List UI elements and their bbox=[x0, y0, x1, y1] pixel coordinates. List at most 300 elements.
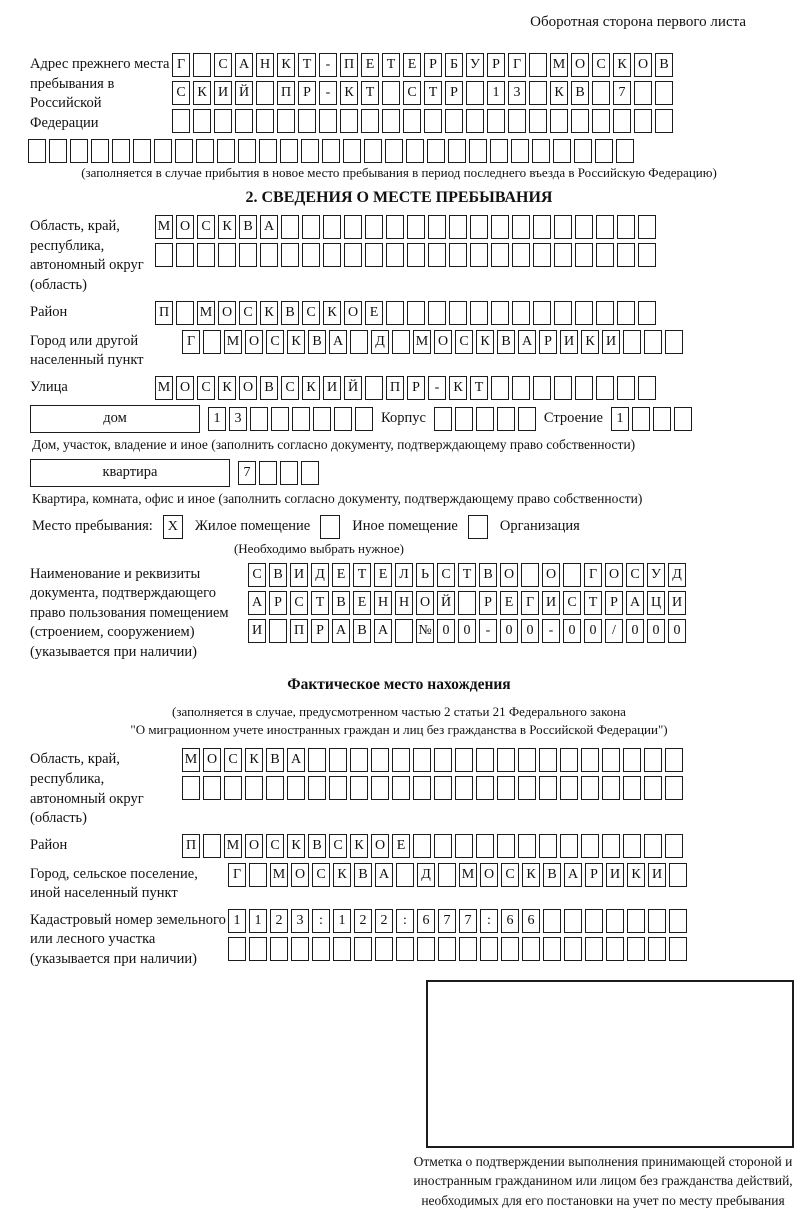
form-cell bbox=[508, 109, 526, 133]
form-cell: С bbox=[455, 330, 473, 354]
form-cell bbox=[350, 748, 368, 772]
form-cell: 0 bbox=[668, 619, 686, 643]
form-cell: Р bbox=[311, 619, 329, 643]
document-row-1 bbox=[248, 563, 686, 587]
form-cell: О bbox=[571, 53, 589, 77]
form-cell bbox=[575, 243, 593, 267]
form-cell: 1 bbox=[228, 909, 246, 933]
form-cell bbox=[281, 243, 299, 267]
actual-district-row bbox=[182, 834, 683, 858]
cadastral-label: Кадастровый номер земельного или лесного участка (указывается при наличии) bbox=[30, 909, 228, 970]
form-cell: О bbox=[218, 301, 236, 325]
form-cell bbox=[344, 215, 362, 239]
prev-address-label: Адрес прежнего места пребывания в Российской Федерации bbox=[30, 53, 172, 133]
form-cell bbox=[623, 776, 641, 800]
form-cell: Ц bbox=[647, 591, 665, 615]
prev-address-note: (заполняется в случае прибытия в новое место пребывания в период последнего въезда в Российскую Федерацию) bbox=[30, 165, 768, 181]
apartment-row bbox=[30, 459, 768, 487]
form-cell bbox=[260, 243, 278, 267]
residential-label: Жилое помещение bbox=[195, 518, 310, 535]
form-cell bbox=[571, 109, 589, 133]
form-cell bbox=[235, 109, 253, 133]
form-cell bbox=[585, 937, 603, 961]
form-cell bbox=[298, 109, 316, 133]
form-cell: А bbox=[248, 591, 266, 615]
house-row bbox=[30, 405, 768, 433]
region-field bbox=[30, 215, 768, 295]
form-cell: Й bbox=[235, 81, 253, 105]
form-cell bbox=[575, 376, 593, 400]
form-cell bbox=[172, 109, 190, 133]
form-cell: 0 bbox=[584, 619, 602, 643]
form-cell: Р bbox=[539, 330, 557, 354]
form-cell bbox=[395, 619, 413, 643]
form-cell: Р bbox=[605, 591, 623, 615]
form-cell bbox=[665, 748, 683, 772]
form-cell bbox=[308, 776, 326, 800]
form-cell: 2 bbox=[270, 909, 288, 933]
form-cell: : bbox=[312, 909, 330, 933]
form-cell: О bbox=[239, 376, 257, 400]
form-cell: Д bbox=[371, 330, 389, 354]
form-cell bbox=[407, 215, 425, 239]
form-cell: Р bbox=[424, 53, 442, 77]
form-cell bbox=[217, 139, 235, 163]
form-cell bbox=[521, 563, 539, 587]
form-cell: 3 bbox=[229, 407, 247, 431]
form-cell: П bbox=[155, 301, 173, 325]
form-cell: Й bbox=[437, 591, 455, 615]
form-cell: В bbox=[543, 863, 561, 887]
form-cell: Т bbox=[298, 53, 316, 77]
form-cell bbox=[487, 109, 505, 133]
form-cell bbox=[445, 109, 463, 133]
form-cell: 7 bbox=[613, 81, 631, 105]
form-cell bbox=[269, 619, 287, 643]
form-cell bbox=[175, 139, 193, 163]
form-cell bbox=[476, 748, 494, 772]
actual-city-label: Город, сельское поселение, иной населенный пункт bbox=[30, 863, 228, 904]
form-cell bbox=[596, 301, 614, 325]
form-cell: С bbox=[501, 863, 519, 887]
form-cell: К bbox=[476, 330, 494, 354]
form-cell: : bbox=[480, 909, 498, 933]
form-cell: К bbox=[287, 834, 305, 858]
form-cell bbox=[638, 301, 656, 325]
form-cell: К bbox=[350, 834, 368, 858]
form-cell bbox=[350, 330, 368, 354]
form-cell bbox=[606, 909, 624, 933]
form-cell bbox=[182, 776, 200, 800]
form-cell: С bbox=[592, 53, 610, 77]
form-cell: 1 bbox=[208, 407, 226, 431]
form-cell bbox=[623, 748, 641, 772]
form-cell bbox=[543, 909, 561, 933]
actual-city-row bbox=[228, 863, 687, 887]
form-cell bbox=[602, 748, 620, 772]
form-cell: 1 bbox=[333, 909, 351, 933]
form-cell: 6 bbox=[501, 909, 519, 933]
form-cell: А bbox=[564, 863, 582, 887]
form-cell bbox=[564, 909, 582, 933]
apartment-note: Квартира, комната, офис и иное (заполнить согласно документу, подтверждающему право собственности) bbox=[32, 491, 768, 507]
form-cell bbox=[155, 243, 173, 267]
form-cell bbox=[28, 139, 46, 163]
form-cell bbox=[539, 776, 557, 800]
form-cell: С bbox=[312, 863, 330, 887]
form-cell bbox=[218, 243, 236, 267]
form-cell bbox=[449, 301, 467, 325]
form-cell bbox=[533, 215, 551, 239]
form-cell bbox=[560, 748, 578, 772]
form-cell: К bbox=[193, 81, 211, 105]
form-cell: 3 bbox=[508, 81, 526, 105]
section2-title: 2. СВЕДЕНИЯ О МЕСТЕ ПРЕБЫВАНИЯ bbox=[30, 189, 768, 207]
form-cell bbox=[386, 215, 404, 239]
form-cell bbox=[575, 301, 593, 325]
form-cell bbox=[602, 834, 620, 858]
form-cell bbox=[154, 139, 172, 163]
region-label: Область, край, республика, автономный округ (область) bbox=[30, 215, 155, 295]
form-cell bbox=[449, 243, 467, 267]
form-cell: 6 bbox=[417, 909, 435, 933]
form-cell bbox=[592, 81, 610, 105]
actual-region-label: Область, край, республика, автономный округ (область) bbox=[30, 748, 182, 828]
form-cell bbox=[322, 139, 340, 163]
form-cell bbox=[203, 776, 221, 800]
form-cell bbox=[455, 748, 473, 772]
form-cell bbox=[627, 909, 645, 933]
form-cell: Р bbox=[407, 376, 425, 400]
form-cell: И bbox=[602, 330, 620, 354]
form-cell: Д bbox=[311, 563, 329, 587]
district-field bbox=[30, 301, 768, 325]
form-cell: 6 bbox=[522, 909, 540, 933]
form-cell bbox=[491, 243, 509, 267]
stroenie-cells bbox=[611, 407, 692, 431]
district-row bbox=[155, 301, 656, 325]
form-cell bbox=[427, 139, 445, 163]
form-cell bbox=[271, 407, 289, 431]
form-cell bbox=[581, 834, 599, 858]
form-cell: С bbox=[281, 376, 299, 400]
form-cell: М bbox=[155, 215, 173, 239]
form-cell bbox=[49, 139, 67, 163]
form-cell: К bbox=[245, 748, 263, 772]
form-cell: В bbox=[497, 330, 515, 354]
form-cell: С bbox=[437, 563, 455, 587]
form-cell bbox=[518, 748, 536, 772]
form-cell: 0 bbox=[521, 619, 539, 643]
apartment-cells bbox=[238, 461, 319, 485]
prev-address-field bbox=[30, 53, 768, 133]
form-cell: И bbox=[560, 330, 578, 354]
form-cell: И bbox=[290, 563, 308, 587]
form-cell bbox=[532, 139, 550, 163]
form-cell: В bbox=[269, 563, 287, 587]
form-cell: О bbox=[344, 301, 362, 325]
form-cell: Е bbox=[403, 53, 421, 77]
actual-region-row-2 bbox=[182, 776, 683, 800]
form-cell bbox=[292, 407, 310, 431]
form-cell: Н bbox=[395, 591, 413, 615]
form-cell: М bbox=[270, 863, 288, 887]
form-cell: У bbox=[647, 563, 665, 587]
form-cell bbox=[250, 407, 268, 431]
form-cell bbox=[476, 834, 494, 858]
form-cell bbox=[617, 243, 635, 267]
form-cell bbox=[470, 215, 488, 239]
form-cell bbox=[655, 109, 673, 133]
form-cell: Р bbox=[445, 81, 463, 105]
form-cell bbox=[458, 591, 476, 615]
form-cell bbox=[176, 301, 194, 325]
form-cell bbox=[596, 376, 614, 400]
form-cell: С bbox=[266, 330, 284, 354]
street-field bbox=[30, 376, 768, 400]
form-cell bbox=[613, 109, 631, 133]
form-cell bbox=[249, 937, 267, 961]
form-cell: С bbox=[626, 563, 644, 587]
form-cell bbox=[623, 330, 641, 354]
form-cell: М bbox=[182, 748, 200, 772]
form-cell: С bbox=[329, 834, 347, 858]
form-cell bbox=[266, 776, 284, 800]
form-cell bbox=[638, 243, 656, 267]
form-cell: Т bbox=[458, 563, 476, 587]
form-cell: 1 bbox=[487, 81, 505, 105]
form-cell bbox=[193, 109, 211, 133]
form-cell bbox=[491, 376, 509, 400]
form-cell: № bbox=[416, 619, 434, 643]
form-cell bbox=[392, 748, 410, 772]
form-cell: М bbox=[459, 863, 477, 887]
form-cell bbox=[407, 243, 425, 267]
form-cell bbox=[203, 330, 221, 354]
form-cell bbox=[539, 748, 557, 772]
form-cell: О bbox=[634, 53, 652, 77]
form-cell bbox=[669, 863, 687, 887]
form-cell: С bbox=[248, 563, 266, 587]
form-cell: П bbox=[386, 376, 404, 400]
form-cell bbox=[340, 109, 358, 133]
form-cell bbox=[256, 81, 274, 105]
form-cell bbox=[648, 937, 666, 961]
form-cell bbox=[133, 139, 151, 163]
form-cell: 7 bbox=[238, 461, 256, 485]
form-cell: Ь bbox=[416, 563, 434, 587]
form-cell bbox=[355, 407, 373, 431]
form-cell: К bbox=[340, 81, 358, 105]
form-cell bbox=[238, 139, 256, 163]
form-cell: 1 bbox=[611, 407, 629, 431]
form-cell bbox=[196, 139, 214, 163]
stamp-area bbox=[382, 980, 800, 1210]
form-cell bbox=[413, 834, 431, 858]
form-cell: С bbox=[224, 748, 242, 772]
form-cell bbox=[627, 937, 645, 961]
form-cell bbox=[632, 407, 650, 431]
form-cell bbox=[371, 776, 389, 800]
form-cell bbox=[259, 139, 277, 163]
form-cell: И bbox=[606, 863, 624, 887]
form-cell: Е bbox=[353, 591, 371, 615]
form-cell bbox=[581, 748, 599, 772]
form-cell bbox=[361, 109, 379, 133]
form-cell bbox=[406, 139, 424, 163]
form-cell bbox=[438, 863, 456, 887]
form-cell bbox=[554, 376, 572, 400]
form-cell bbox=[617, 215, 635, 239]
form-cell bbox=[606, 937, 624, 961]
form-cell: Е bbox=[361, 53, 379, 77]
form-cell bbox=[512, 215, 530, 239]
street-row bbox=[155, 376, 656, 400]
form-cell bbox=[344, 243, 362, 267]
form-cell: К bbox=[522, 863, 540, 887]
residential-checkbox: X bbox=[163, 515, 183, 539]
form-cell: С bbox=[302, 301, 320, 325]
form-cell bbox=[512, 376, 530, 400]
form-cell: М bbox=[413, 330, 431, 354]
form-cell: К bbox=[627, 863, 645, 887]
form-cell: Г bbox=[182, 330, 200, 354]
form-cell bbox=[334, 407, 352, 431]
form-cell: И bbox=[323, 376, 341, 400]
form-cell: О bbox=[176, 215, 194, 239]
form-cell bbox=[596, 243, 614, 267]
stay-type-row bbox=[32, 515, 768, 539]
form-cell: : bbox=[396, 909, 414, 933]
form-cell: О bbox=[434, 330, 452, 354]
form-cell: К bbox=[218, 215, 236, 239]
form-cell bbox=[501, 937, 519, 961]
actual-location-note-1: (заполняется в случае, предусмотренном частью 2 статьи 21 Федерального закона bbox=[30, 704, 768, 720]
form-cell bbox=[466, 81, 484, 105]
form-cell: И bbox=[542, 591, 560, 615]
prev-address-overflow-row bbox=[28, 139, 768, 163]
form-cell: В bbox=[354, 863, 372, 887]
form-cell bbox=[497, 748, 515, 772]
form-cell: С bbox=[197, 376, 215, 400]
form-cell: - bbox=[319, 81, 337, 105]
form-cell bbox=[239, 243, 257, 267]
form-cell: - bbox=[428, 376, 446, 400]
form-cell: О bbox=[605, 563, 623, 587]
form-cell bbox=[407, 301, 425, 325]
form-cell bbox=[245, 776, 263, 800]
form-cell: У bbox=[466, 53, 484, 77]
form-cell: В bbox=[479, 563, 497, 587]
form-cell bbox=[350, 776, 368, 800]
form-cell: Б bbox=[445, 53, 463, 77]
form-cell bbox=[434, 834, 452, 858]
form-cell bbox=[459, 937, 477, 961]
form-cell bbox=[491, 301, 509, 325]
form-cell: А bbox=[375, 863, 393, 887]
form-cell bbox=[280, 139, 298, 163]
form-cell: М bbox=[155, 376, 173, 400]
form-cell: С bbox=[563, 591, 581, 615]
form-cell: К bbox=[287, 330, 305, 354]
form-cell: Т bbox=[382, 53, 400, 77]
form-cell bbox=[197, 243, 215, 267]
form-cell bbox=[249, 863, 267, 887]
form-cell: Г bbox=[521, 591, 539, 615]
form-cell bbox=[364, 139, 382, 163]
form-cell: Д bbox=[417, 863, 435, 887]
form-cell: О bbox=[245, 834, 263, 858]
form-cell: / bbox=[605, 619, 623, 643]
form-cell bbox=[375, 937, 393, 961]
form-cell bbox=[91, 139, 109, 163]
form-cell: О bbox=[371, 834, 389, 858]
region-row-1 bbox=[155, 215, 656, 239]
form-cell bbox=[575, 215, 593, 239]
form-cell bbox=[581, 776, 599, 800]
form-cell: Й bbox=[344, 376, 362, 400]
form-cell bbox=[674, 407, 692, 431]
form-cell: Г bbox=[228, 863, 246, 887]
form-cell: Р bbox=[298, 81, 316, 105]
form-cell bbox=[648, 909, 666, 933]
form-cell bbox=[403, 109, 421, 133]
form-cell: М bbox=[197, 301, 215, 325]
form-cell bbox=[323, 215, 341, 239]
form-cell bbox=[112, 139, 130, 163]
form-cell bbox=[602, 776, 620, 800]
form-cell bbox=[365, 215, 383, 239]
form-cell: М bbox=[550, 53, 568, 77]
house-box: дом bbox=[30, 405, 200, 433]
form-cell bbox=[434, 407, 452, 431]
actual-location-title: Фактическое место нахождения bbox=[30, 676, 768, 694]
form-cell: 7 bbox=[459, 909, 477, 933]
form-cell bbox=[644, 834, 662, 858]
form-cell bbox=[469, 139, 487, 163]
form-cell: Т bbox=[311, 591, 329, 615]
form-cell bbox=[354, 937, 372, 961]
form-cell: Р bbox=[479, 591, 497, 615]
form-cell bbox=[533, 301, 551, 325]
form-cell: О bbox=[542, 563, 560, 587]
form-cell bbox=[291, 937, 309, 961]
form-cell: Р bbox=[487, 53, 505, 77]
form-cell: Р bbox=[269, 591, 287, 615]
form-cell bbox=[280, 461, 298, 485]
form-cell: А bbox=[332, 619, 350, 643]
prev-address-row-2 bbox=[172, 81, 673, 105]
form-cell bbox=[560, 834, 578, 858]
form-cell: К bbox=[613, 53, 631, 77]
form-cell bbox=[512, 301, 530, 325]
form-cell bbox=[329, 748, 347, 772]
form-cell bbox=[592, 109, 610, 133]
document-field bbox=[30, 563, 768, 663]
form-cell bbox=[543, 937, 561, 961]
city-row bbox=[182, 330, 683, 354]
form-cell: В bbox=[353, 619, 371, 643]
form-cell: Е bbox=[365, 301, 383, 325]
form-cell: В bbox=[308, 330, 326, 354]
form-cell bbox=[301, 139, 319, 163]
form-cell: - bbox=[319, 53, 337, 77]
form-cell bbox=[644, 776, 662, 800]
form-cell: В bbox=[281, 301, 299, 325]
form-cell bbox=[563, 563, 581, 587]
form-cell: С bbox=[172, 81, 190, 105]
form-cell bbox=[623, 834, 641, 858]
